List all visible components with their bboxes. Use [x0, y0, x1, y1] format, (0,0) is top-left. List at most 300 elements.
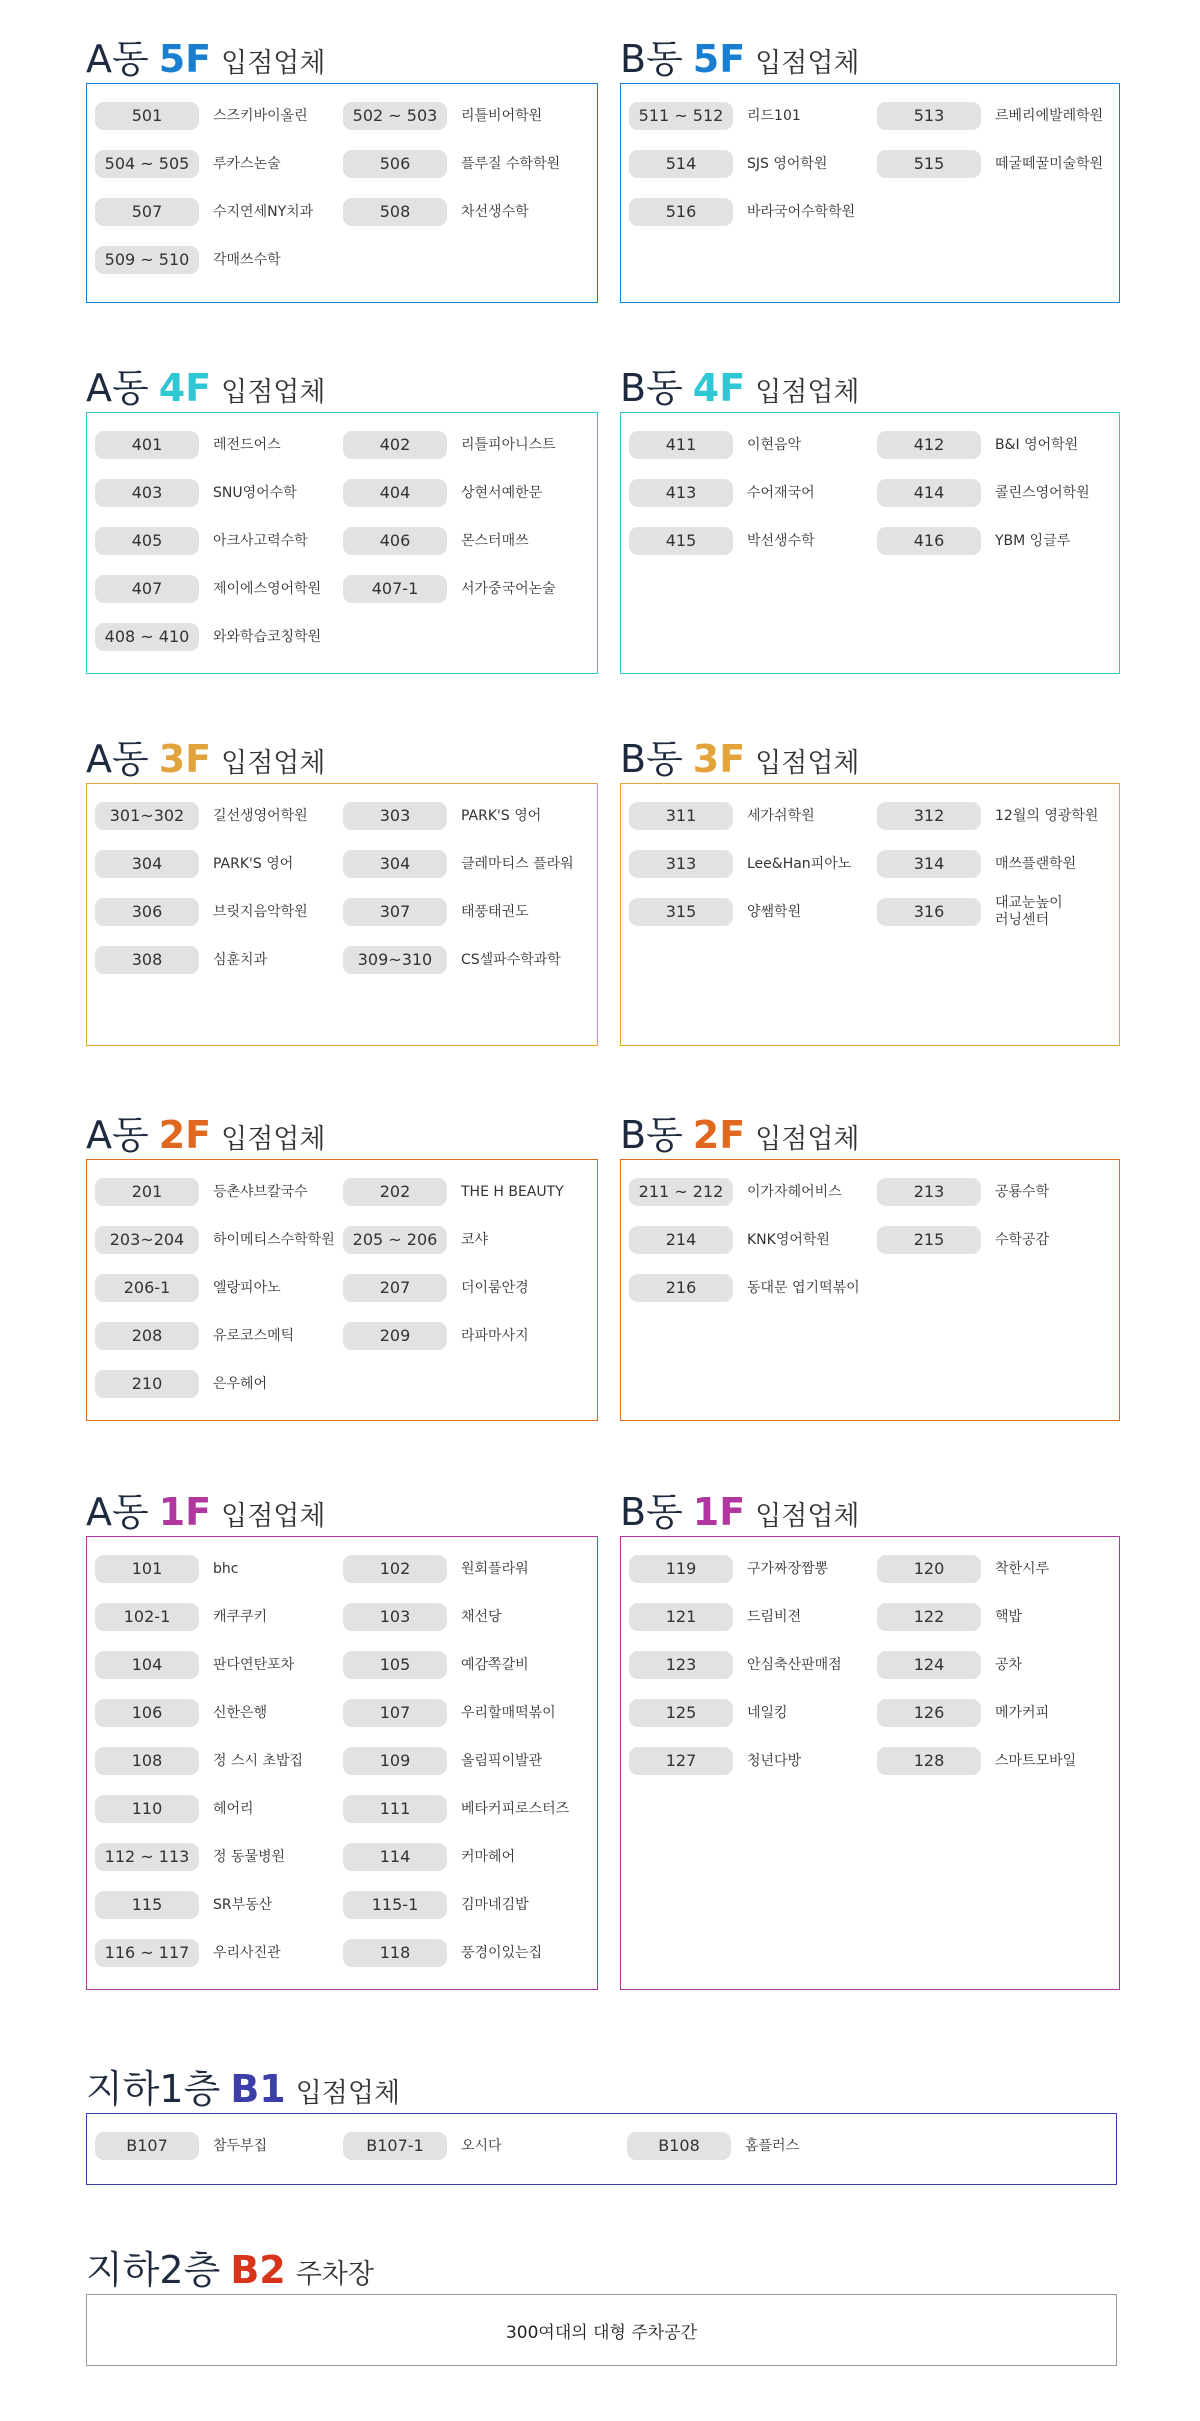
- heading-suffix: 입점업체: [221, 377, 326, 408]
- heading-suffix: 입점업체: [755, 377, 860, 408]
- tenant-entry: [629, 421, 877, 469]
- tenant-box: [86, 1536, 598, 1990]
- heading-floor: 3F: [692, 737, 746, 781]
- tenant-box: [620, 412, 1120, 674]
- unit-number-badge: 502 ~ 503: [343, 102, 447, 130]
- unit-number-badge: 416: [877, 527, 981, 555]
- heading-building: B동: [620, 737, 683, 781]
- heading-floor: B1: [230, 2067, 286, 2111]
- tenant-name: 풍경이있는집: [461, 1944, 543, 1961]
- unit-number-badge: 401: [95, 431, 199, 459]
- tenant-entry: [877, 421, 1125, 469]
- tenant-name: 예감쪽갈비: [461, 1656, 529, 1673]
- tenant-box: [620, 1159, 1120, 1421]
- tenant-entry: [343, 565, 591, 613]
- tenant-name: 수어재국어: [747, 484, 815, 501]
- tenant-entry: [95, 140, 343, 188]
- tenant-name: SR부동산: [213, 1896, 273, 1913]
- tenant-name: 리틀비어학원: [461, 107, 543, 124]
- tenant-box: [86, 783, 598, 1046]
- unit-number-badge: 304: [95, 850, 199, 878]
- heading-building: A동: [86, 366, 149, 410]
- tenant-name: PARK'S 영어: [213, 855, 294, 872]
- tenant-entry: [343, 140, 591, 188]
- tenant-name: 공차: [995, 1656, 1023, 1673]
- unit-number-badge: 207: [343, 1274, 447, 1302]
- tenant-name: 코샤: [461, 1231, 489, 1248]
- tenant-entry: [629, 188, 877, 236]
- unit-number-badge: 501: [95, 102, 199, 130]
- tenant-name: 바라국어수학학원: [747, 203, 856, 220]
- tenant-name: 심훈치과: [213, 951, 268, 968]
- tenant-entry: [877, 517, 1125, 565]
- unit-number-badge: 128: [877, 1747, 981, 1775]
- unit-number-badge: 312: [877, 802, 981, 830]
- tenant-box: [620, 1536, 1120, 1990]
- tenant-entry: [95, 188, 343, 236]
- heading-building: A동: [86, 1490, 149, 1534]
- heading-floor: B2: [230, 2248, 286, 2292]
- tenant-entry: [629, 1264, 877, 1312]
- unit-number-badge: 513: [877, 102, 981, 130]
- unit-number-badge: 202: [343, 1178, 447, 1206]
- tenant-name: 공룡수학: [995, 1183, 1050, 1200]
- tenant-entry: [343, 2122, 627, 2170]
- tenant-name: 클레마티스 플라워: [461, 855, 574, 872]
- tenant-entry: [629, 1216, 877, 1264]
- tenant-name: 더이룸안경: [461, 1279, 529, 1296]
- tenant-name: KNK영어학원: [747, 1231, 830, 1248]
- section-heading: [86, 28, 326, 81]
- unit-number-badge: 109: [343, 1747, 447, 1775]
- unit-number-badge: 315: [629, 898, 733, 926]
- unit-number-badge: 306: [95, 898, 199, 926]
- tenant-entry: [95, 1360, 343, 1408]
- tenant-name: 양쌤학원: [747, 903, 802, 920]
- unit-number-badge: 309~310: [343, 946, 447, 974]
- tenant-name: 루카스논술: [213, 155, 281, 172]
- heading-suffix: 입점업체: [221, 1501, 326, 1532]
- heading-floor: 3F: [158, 737, 212, 781]
- tenant-entry: [343, 1689, 591, 1737]
- unit-number-badge: 110: [95, 1795, 199, 1823]
- tenant-grid: [95, 792, 591, 984]
- unit-number-badge: 125: [629, 1699, 733, 1727]
- unit-number-badge: 213: [877, 1178, 981, 1206]
- tenant-name: 박선생수학: [747, 532, 815, 549]
- tenant-grid: [629, 92, 1125, 236]
- unit-number-badge: 107: [343, 1699, 447, 1727]
- tenant-name: 이가자헤어비스: [747, 1183, 842, 1200]
- tenant-name: SJS 영어학원: [747, 155, 828, 172]
- tenant-entry: [877, 140, 1125, 188]
- unit-number-badge: 123: [629, 1651, 733, 1679]
- unit-number-badge: 406: [343, 527, 447, 555]
- section-heading: [620, 728, 860, 781]
- tenant-box: [86, 2113, 1117, 2185]
- tenant-name: 유로코스메틱: [213, 1327, 295, 1344]
- tenant-name: 수지연세NY치과: [213, 203, 314, 220]
- tenant-entry: [629, 792, 877, 840]
- tenant-name: 서가중국어논술: [461, 580, 556, 597]
- unit-number-badge: B107: [95, 2132, 199, 2160]
- unit-number-badge: 112 ~ 113: [95, 1843, 199, 1871]
- tenant-name: PARK'S 영어: [461, 807, 542, 824]
- tenant-name: 이현음악: [747, 436, 802, 453]
- heading-floor: 4F: [692, 366, 746, 410]
- tenant-name: 판다연탄포차: [213, 1656, 295, 1673]
- tenant-name: 헤어리: [213, 1800, 254, 1817]
- tenant-name: 제이에스영어학원: [213, 580, 322, 597]
- tenant-entry: [343, 1168, 591, 1216]
- unit-number-badge: 126: [877, 1699, 981, 1727]
- tenant-entry: [343, 1264, 591, 1312]
- unit-number-badge: 301~302: [95, 802, 199, 830]
- heading-suffix: 입점업체: [755, 1124, 860, 1155]
- unit-number-badge: 105: [343, 1651, 447, 1679]
- unit-number-badge: 402: [343, 431, 447, 459]
- unit-number-badge: 102-1: [95, 1603, 199, 1631]
- tenant-name: 캐쿠쿠키: [213, 1608, 268, 1625]
- unit-number-badge: 407-1: [343, 575, 447, 603]
- tenant-entry: [877, 1168, 1125, 1216]
- tenant-name: 정 동물병원: [213, 1848, 286, 1865]
- section-heading: [620, 28, 860, 81]
- tenant-entry: [343, 469, 591, 517]
- tenant-entry: [629, 517, 877, 565]
- unit-number-badge: 115-1: [343, 1891, 447, 1919]
- heading-suffix: 입점업체: [755, 748, 860, 779]
- tenant-entry: [629, 140, 877, 188]
- heading-suffix: 입점업체: [221, 748, 326, 779]
- tenant-name: YBM 잉글루: [995, 532, 1071, 549]
- tenant-entry: [877, 840, 1125, 888]
- tenant-entry: [95, 840, 343, 888]
- tenant-name: 길선생영어학원: [213, 807, 308, 824]
- unit-number-badge: 303: [343, 802, 447, 830]
- unit-number-badge: 304: [343, 850, 447, 878]
- tenant-entry: [629, 1689, 877, 1737]
- tenant-box: [86, 83, 598, 303]
- tenant-entry: [877, 1545, 1125, 1593]
- tenant-entry: [95, 1216, 343, 1264]
- section-heading: [620, 357, 860, 410]
- unit-number-badge: 102: [343, 1555, 447, 1583]
- tenant-name: 커마헤어: [461, 1848, 516, 1865]
- tenant-entry: [95, 517, 343, 565]
- unit-number-badge: 201: [95, 1178, 199, 1206]
- tenant-name: 베타커피로스터즈: [461, 1800, 570, 1817]
- unit-number-badge: 118: [343, 1939, 447, 1967]
- tenant-entry: [95, 613, 343, 661]
- tenant-entry: [95, 236, 343, 284]
- unit-number-badge: 514: [629, 150, 733, 178]
- tenant-entry: [95, 888, 343, 936]
- tenant-entry: [95, 565, 343, 613]
- tenant-name: 착한시루: [995, 1560, 1050, 1577]
- tenant-entry: [95, 421, 343, 469]
- tenant-name: 상현서예한문: [461, 484, 543, 501]
- tenant-entry: [343, 1312, 591, 1360]
- tenant-box: [620, 783, 1120, 1046]
- tenant-name: 콜린스영어학원: [995, 484, 1090, 501]
- unit-number-badge: B108: [627, 2132, 731, 2160]
- tenant-name: 원회플라워: [461, 1560, 529, 1577]
- tenant-entry: [343, 1785, 591, 1833]
- tenant-entry: [629, 469, 877, 517]
- tenant-name: 레전드어스: [213, 436, 281, 453]
- heading-suffix: 입점업체: [755, 1501, 860, 1532]
- tenant-name: 오시다: [461, 2137, 502, 2154]
- tenant-name: 핵밥: [995, 1608, 1023, 1625]
- tenant-name: 동대문 엽기떡볶이: [747, 1279, 860, 1296]
- heading-floor: 1F: [692, 1490, 746, 1534]
- tenant-entry: [95, 936, 343, 984]
- unit-number-badge: 114: [343, 1843, 447, 1871]
- tenant-entry: [343, 1833, 591, 1881]
- unit-number-badge: 504 ~ 505: [95, 150, 199, 178]
- tenant-name: Lee&Han피아노: [747, 855, 852, 872]
- tenant-name: B&I 영어학원: [995, 436, 1079, 453]
- unit-number-badge: 124: [877, 1651, 981, 1679]
- tenant-name: CS셀파수학과학: [461, 951, 561, 968]
- tenant-name: THE H BEAUTY: [461, 1183, 564, 1200]
- tenant-entry: [95, 1312, 343, 1360]
- tenant-entry: [629, 840, 877, 888]
- unit-number-badge: 405: [95, 527, 199, 555]
- tenant-entry: [629, 92, 877, 140]
- tenant-name: 스즈키바이올린: [213, 107, 308, 124]
- tenant-name: 드림비젼: [747, 1608, 802, 1625]
- unit-number-badge: 407: [95, 575, 199, 603]
- tenant-entry: [95, 1737, 343, 1785]
- heading-floor: 2F: [158, 1113, 212, 1157]
- tenant-name: 올림픽이발관: [461, 1752, 543, 1769]
- heading-floor: 5F: [158, 37, 212, 81]
- tenant-grid: [629, 792, 1125, 936]
- tenant-name: 태풍태권도: [461, 903, 529, 920]
- heading-suffix: 입점업체: [221, 48, 326, 79]
- unit-number-badge: 404: [343, 479, 447, 507]
- unit-number-badge: 104: [95, 1651, 199, 1679]
- tenant-entry: [95, 1593, 343, 1641]
- section-heading: [86, 1481, 326, 1534]
- tenant-name: 김마네김밥: [461, 1896, 529, 1913]
- tenant-name: 청년다방: [747, 1752, 802, 1769]
- tenant-entry: [95, 1785, 343, 1833]
- unit-number-badge: 127: [629, 1747, 733, 1775]
- section-heading: [86, 728, 326, 781]
- tenant-name: 참두부집: [213, 2137, 268, 2154]
- heading-building: B동: [620, 1113, 683, 1157]
- unit-number-badge: 116 ~ 117: [95, 1939, 199, 1967]
- tenant-name: 하이메티스수학학원: [213, 1231, 335, 1248]
- heading-floor: 4F: [158, 366, 212, 410]
- tenant-entry: [95, 1168, 343, 1216]
- tenant-name: 채선당: [461, 1608, 502, 1625]
- unit-number-badge: 307: [343, 898, 447, 926]
- tenant-box: [86, 1159, 598, 1421]
- tenant-grid: [95, 1545, 591, 1977]
- tenant-entry: [343, 517, 591, 565]
- heading-floor: 5F: [692, 37, 746, 81]
- unit-number-badge: 508: [343, 198, 447, 226]
- tenant-entry: [877, 1593, 1125, 1641]
- tenant-entry: [877, 792, 1125, 840]
- tenant-name: 스마트모바일: [995, 1752, 1077, 1769]
- section-heading: [86, 357, 326, 410]
- tenant-entry: [343, 188, 591, 236]
- tenant-box: [620, 83, 1120, 303]
- unit-number-badge: 408 ~ 410: [95, 623, 199, 651]
- unit-number-badge: 206-1: [95, 1274, 199, 1302]
- unit-number-badge: 108: [95, 1747, 199, 1775]
- tenant-entry: [95, 1881, 343, 1929]
- tenant-name: 홈플러스: [745, 2137, 800, 2154]
- tenant-entry: [95, 2122, 343, 2170]
- tenant-entry: [95, 92, 343, 140]
- tenant-entry: [343, 1929, 591, 1977]
- tenant-name: 네일킹: [747, 1704, 788, 1721]
- unit-number-badge: 122: [877, 1603, 981, 1631]
- tenant-entry: [629, 1593, 877, 1641]
- tenant-name: 우리할매떡볶이: [461, 1704, 556, 1721]
- unit-number-badge: 119: [629, 1555, 733, 1583]
- tenant-entry: [95, 1264, 343, 1312]
- heading-building: A동: [86, 1113, 149, 1157]
- tenant-name: 리드101: [747, 107, 801, 124]
- heading-building: B동: [620, 37, 683, 81]
- tenant-entry: [343, 936, 591, 984]
- unit-number-badge: 210: [95, 1370, 199, 1398]
- tenant-entry: [95, 1929, 343, 1977]
- unit-number-badge: 415: [629, 527, 733, 555]
- tenant-name: 떼굴떼꿀미술학원: [995, 155, 1104, 172]
- tenant-grid: [629, 1168, 1125, 1312]
- tenant-name: 아크사고력수학: [213, 532, 308, 549]
- unit-number-badge: B107-1: [343, 2132, 447, 2160]
- tenant-entry: [95, 469, 343, 517]
- tenant-name: 몬스터매쓰: [461, 532, 529, 549]
- unit-number-badge: 507: [95, 198, 199, 226]
- tenant-entry: [877, 888, 1125, 936]
- tenant-entry: [343, 1545, 591, 1593]
- tenant-name: 우리사진관: [213, 1944, 281, 1961]
- tenant-name: 메가커피: [995, 1704, 1050, 1721]
- tenant-grid: [629, 421, 1125, 565]
- unit-number-badge: 311: [629, 802, 733, 830]
- tenant-entry: [343, 1737, 591, 1785]
- unit-number-badge: 214: [629, 1226, 733, 1254]
- tenant-name: 세가쉬학원: [747, 807, 815, 824]
- tenant-entry: [343, 792, 591, 840]
- tenant-entry: [343, 840, 591, 888]
- unit-number-badge: 120: [877, 1555, 981, 1583]
- heading-building: 지하2층: [86, 2248, 221, 2292]
- unit-number-badge: 211 ~ 212: [629, 1178, 733, 1206]
- tenant-entry: [629, 1641, 877, 1689]
- heading-floor: 2F: [692, 1113, 746, 1157]
- unit-number-badge: 515: [877, 150, 981, 178]
- heading-suffix: 입점업체: [221, 1124, 326, 1155]
- tenant-box: [86, 412, 598, 674]
- unit-number-badge: 413: [629, 479, 733, 507]
- tenant-name: 브릿지음악학원: [213, 903, 308, 920]
- tenant-entry: [629, 1168, 877, 1216]
- tenant-name: 와와학습코칭학원: [213, 628, 322, 645]
- tenant-name: 라파마사지: [461, 1327, 529, 1344]
- unit-number-badge: 103: [343, 1603, 447, 1631]
- heading-building: B동: [620, 366, 683, 410]
- unit-number-badge: 209: [343, 1322, 447, 1350]
- unit-number-badge: 111: [343, 1795, 447, 1823]
- unit-number-badge: 403: [95, 479, 199, 507]
- tenant-entry: [629, 888, 877, 936]
- section-heading: [620, 1481, 860, 1534]
- tenant-entry: [627, 2122, 875, 2170]
- tenant-entry: [95, 1833, 343, 1881]
- tenant-name: 르베리에발레학원: [995, 107, 1104, 124]
- tenant-entry: [343, 888, 591, 936]
- tenant-entry: [877, 1737, 1125, 1785]
- tenant-grid: [95, 421, 591, 661]
- unit-number-badge: 506: [343, 150, 447, 178]
- heading-building: A동: [86, 37, 149, 81]
- tenant-entry: [877, 1641, 1125, 1689]
- tenant-grid: [95, 92, 591, 284]
- unit-number-badge: 509 ~ 510: [95, 246, 199, 274]
- tenant-entry: [343, 1216, 591, 1264]
- unit-number-badge: 314: [877, 850, 981, 878]
- tenant-entry: [343, 1593, 591, 1641]
- tenant-name: 정 스시 초밥집: [213, 1752, 304, 1769]
- tenant-entry: [629, 1545, 877, 1593]
- tenant-name: bhc: [213, 1560, 239, 1577]
- tenant-entry: [95, 1689, 343, 1737]
- tenant-name: 안심축산판매점: [747, 1656, 842, 1673]
- tenant-name: 플루질 수학학원: [461, 155, 561, 172]
- tenant-entry: [629, 1737, 877, 1785]
- tenant-name: 구가짜장짬뽕: [747, 1560, 829, 1577]
- tenant-name: 수학공감: [995, 1231, 1050, 1248]
- unit-number-badge: 115: [95, 1891, 199, 1919]
- parking-description: 300여대의 대형 주차공간: [505, 2322, 698, 2343]
- tenant-entry: [877, 469, 1125, 517]
- unit-number-badge: 215: [877, 1226, 981, 1254]
- section-heading: [86, 2058, 401, 2111]
- unit-number-badge: 308: [95, 946, 199, 974]
- heading-building: A동: [86, 737, 149, 781]
- tenant-name: 등촌샤브칼국수: [213, 1183, 308, 1200]
- tenant-name: 신한은행: [213, 1704, 268, 1721]
- tenant-name: 리틀피아니스트: [461, 436, 556, 453]
- heading-floor: 1F: [158, 1490, 212, 1534]
- section-heading: [86, 2239, 374, 2292]
- unit-number-badge: 412: [877, 431, 981, 459]
- tenant-entry: [95, 1641, 343, 1689]
- tenant-name: 각매쓰수학: [213, 251, 281, 268]
- unit-number-badge: 313: [629, 850, 733, 878]
- tenant-name: 차선생수학: [461, 203, 529, 220]
- unit-number-badge: 208: [95, 1322, 199, 1350]
- unit-number-badge: 511 ~ 512: [629, 102, 733, 130]
- tenant-name: 매쓰플랜학원: [995, 855, 1077, 872]
- unit-number-badge: 106: [95, 1699, 199, 1727]
- heading-suffix: 주차장: [295, 2259, 374, 2290]
- unit-number-badge: 216: [629, 1274, 733, 1302]
- tenant-entry: [95, 1545, 343, 1593]
- tenant-entry: [877, 1689, 1125, 1737]
